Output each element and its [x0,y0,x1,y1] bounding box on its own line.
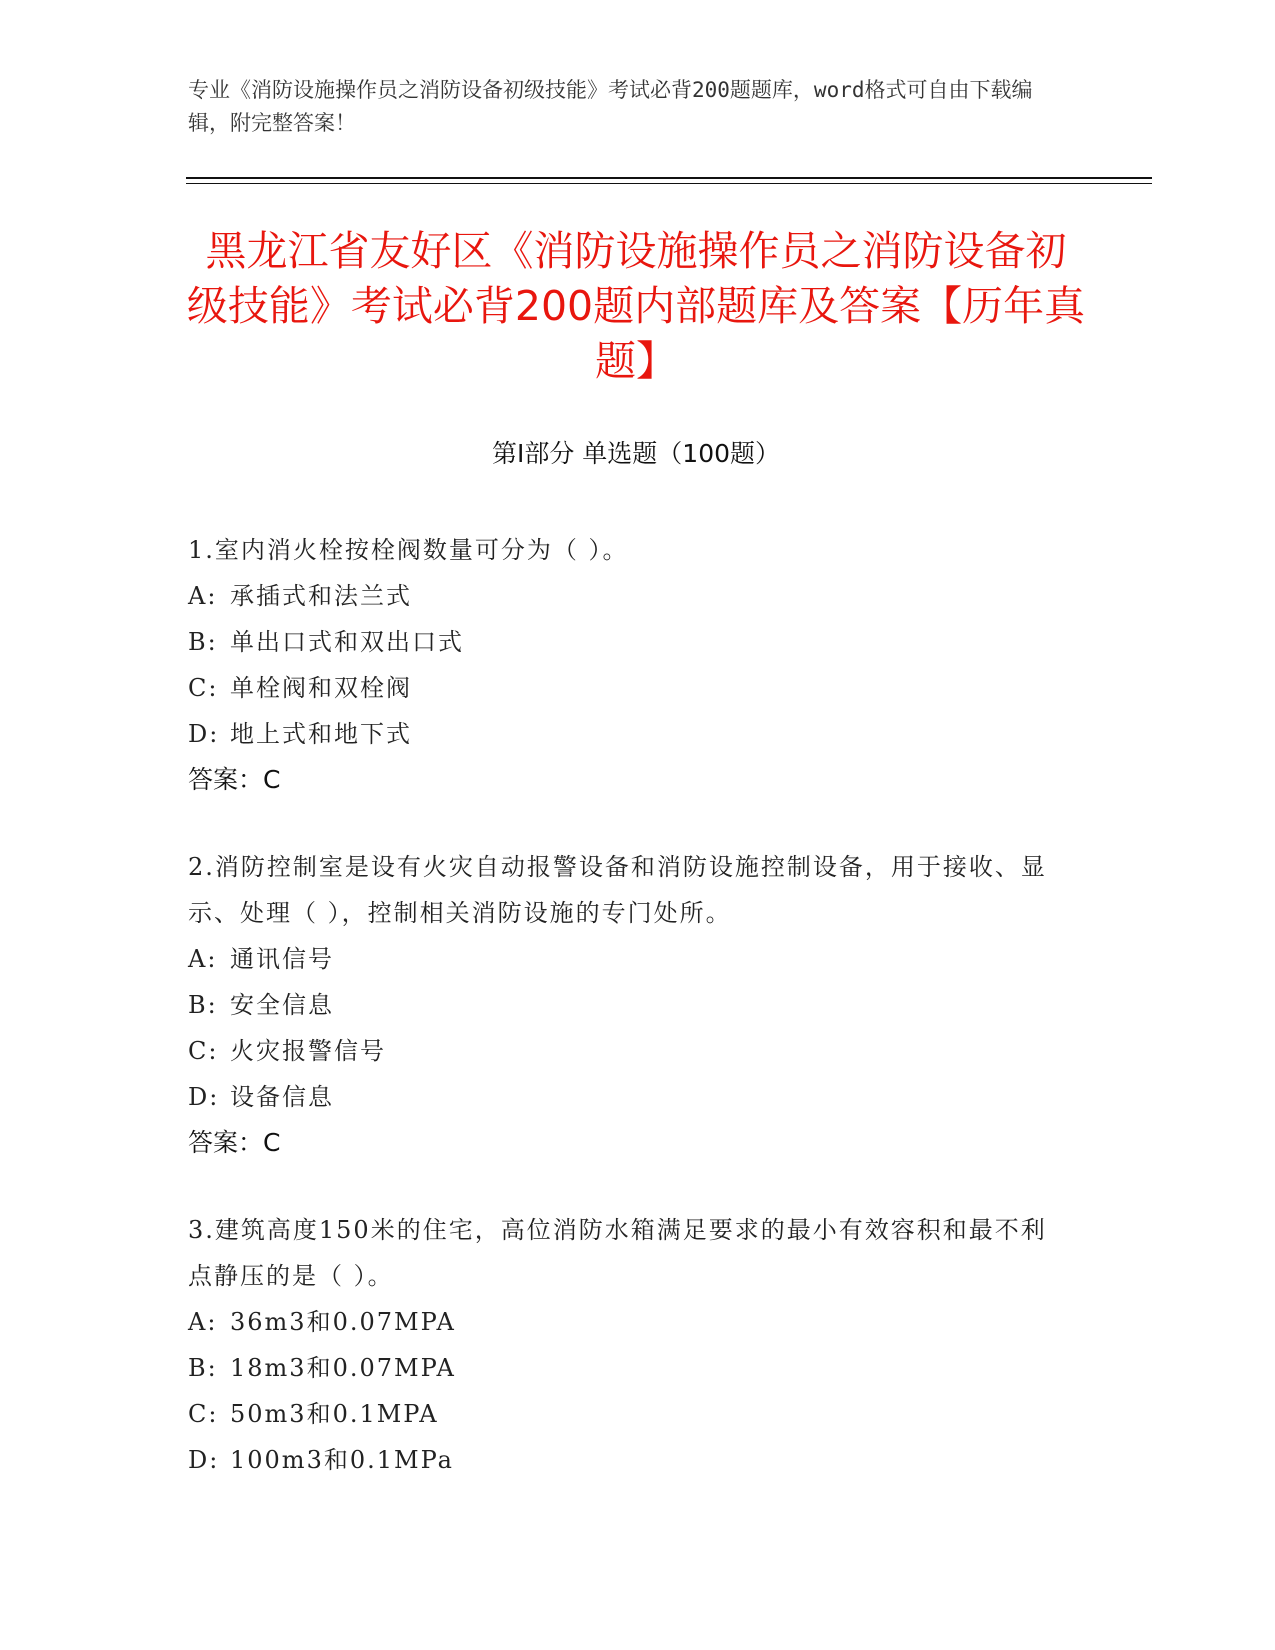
option-c [188,665,1068,711]
option-letter: A: [188,582,218,610]
option-letter: A: [188,1308,218,1336]
option-letter: D: [188,1446,220,1474]
section-title: 第I部分 单选题（100题） [491,439,781,468]
question-2 [188,844,1068,1166]
option-text: 承插式和法兰式 [230,582,412,610]
option-text: 火灾报警信号 [230,1037,386,1065]
option-letter: C: [188,1037,219,1065]
option-text: 50m3和0.1MPA [230,1400,439,1428]
option-a [188,573,1068,619]
option-c [188,1028,1068,1074]
option-c [188,1391,1068,1437]
option-text: 18m3和0.07MPA [230,1354,456,1382]
option-text: 36m3和0.07MPA [230,1308,456,1336]
option-text: 单出口式和双出口式 [230,628,464,656]
option-a [188,936,1068,982]
option-text: 通讯信号 [230,945,334,973]
document-title: 黑龙江省友好区《消防设施操作员之消防设备初级技能》考试必背200题内部题库及答案【历年真题】 [186,227,1086,385]
answer-line: 答案：C [188,765,281,794]
option-letter: C: [188,1400,219,1428]
option-d [188,711,1068,757]
header-divider-thin [186,183,1152,184]
option-text: 单栓阀和双栓阀 [230,674,412,702]
option-letter: A: [188,945,218,973]
answer-line: 答案：C [188,1128,281,1157]
header-divider [186,177,1152,179]
question-1 [188,527,1068,803]
option-d [188,1437,1068,1483]
option-text: 安全信息 [230,991,334,1019]
header-note: 专业《消防设施操作员之消防设备初级技能》考试必背200题题库，word格式可自由下载编辑，附完整答案！ [188,78,1033,135]
option-letter: C: [188,674,219,702]
question-stem: 3.建筑高度150米的住宅，高位消防水箱满足要求的最小有效容积和最不利点静压的是（ ）。 [188,1216,1047,1290]
option-b [188,1345,1068,1391]
question-3 [188,1207,1068,1483]
question-list [188,527,1068,1524]
option-text: 100m3和0.1MPa [230,1446,454,1474]
option-d [188,1074,1068,1120]
option-letter: B: [188,628,218,656]
option-text: 设备信息 [230,1083,334,1111]
option-b [188,619,1068,665]
option-letter: B: [188,1354,218,1382]
option-a [188,1299,1068,1345]
option-letter: D: [188,1083,220,1111]
question-stem: 2.消防控制室是设有火灾自动报警设备和消防设施控制设备，用于接收、显示、处理（ ），控制相关消防设施的专门处所。 [188,853,1047,927]
question-stem: 1.室内消火栓按栓阀数量可分为（ ）。 [188,536,629,564]
option-b [188,982,1068,1028]
option-text: 地上式和地下式 [230,720,412,748]
option-letter: B: [188,991,218,1019]
option-letter: D: [188,720,220,748]
